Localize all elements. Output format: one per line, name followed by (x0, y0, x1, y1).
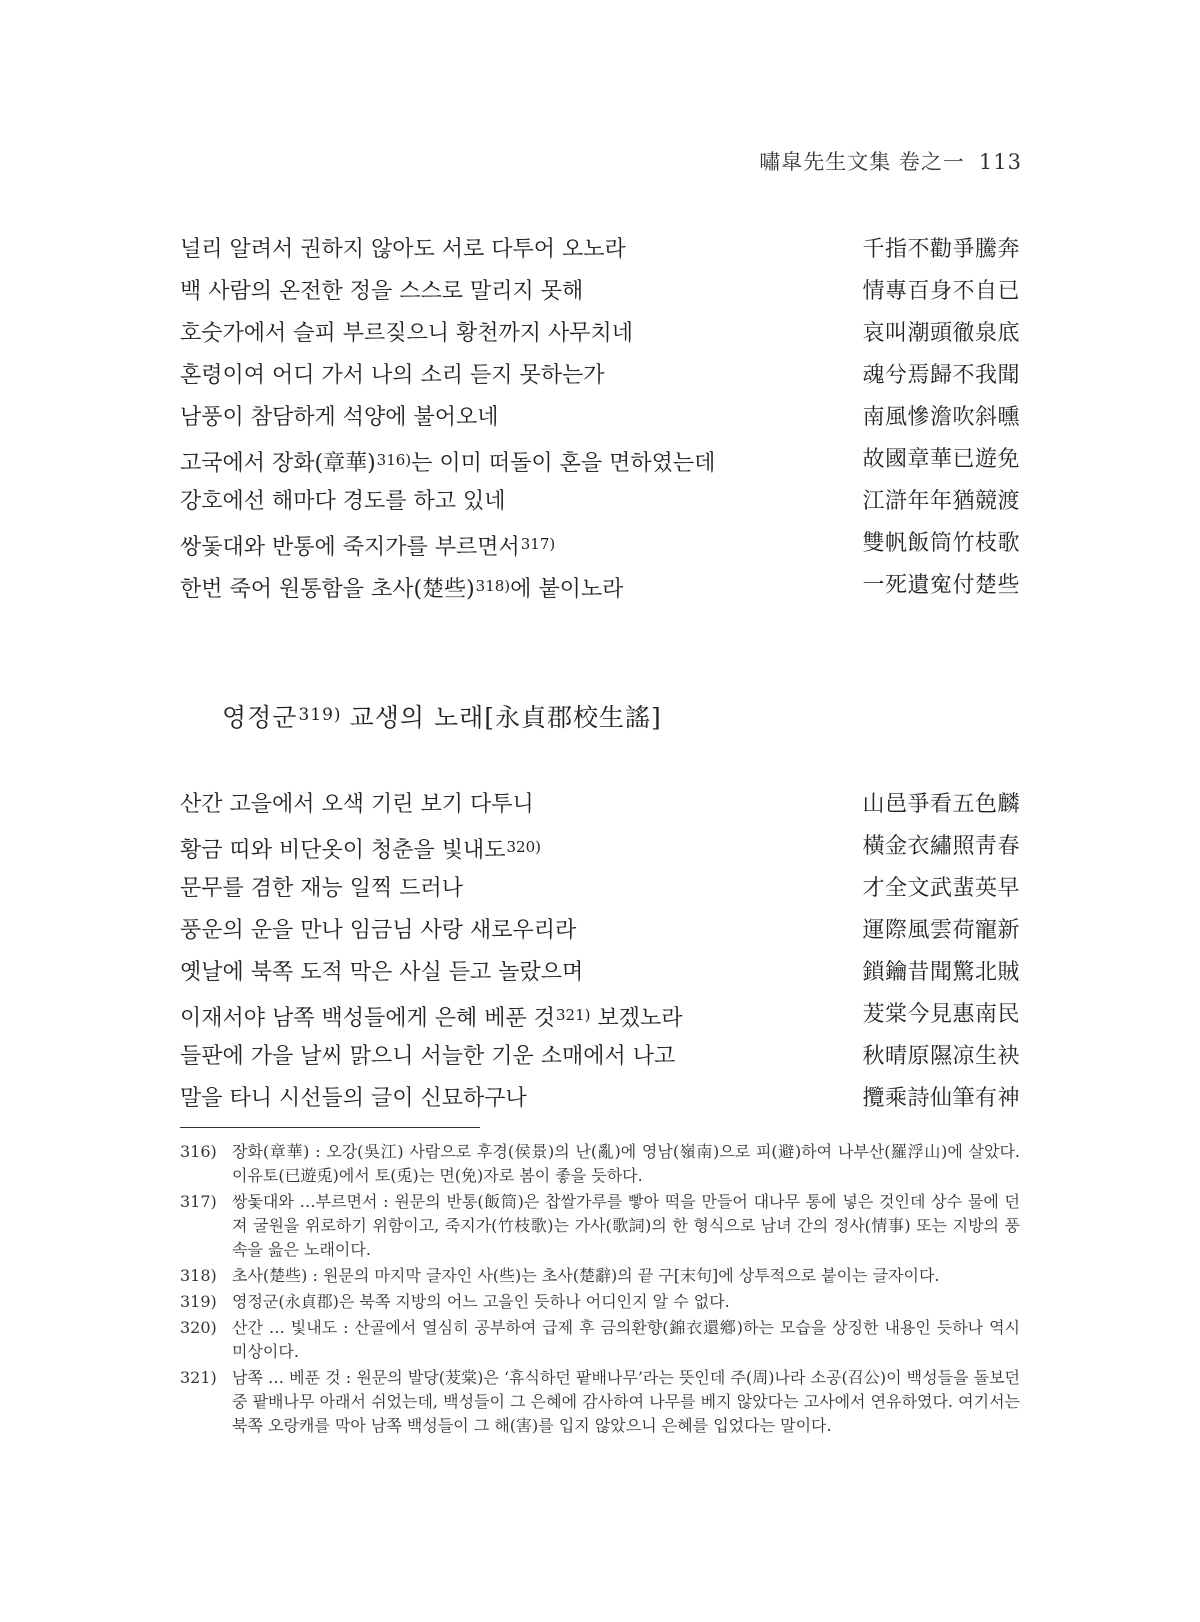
korean-verse (180, 784, 534, 826)
footnote-text: 영정군(永貞郡)은 북쪽 지방의 어느 고을인 듯하나 어디인지 알 수 없다. (232, 1292, 730, 1311)
korean-verse (180, 397, 499, 439)
poem-line (180, 952, 1020, 994)
korean-verse (180, 868, 463, 910)
korean-text: 강호에선 해마다 경도를 하고 있네 (180, 489, 506, 514)
korean-verse (180, 439, 715, 485)
footnote (180, 1316, 1020, 1364)
footnote-ref: 317) (520, 535, 556, 553)
poem-yeongjeonggun (180, 784, 1020, 1120)
footnote-number: 318) (180, 1266, 217, 1285)
chinese-verse: 一死遺寃付楚些 (862, 573, 1020, 598)
chinese-verse: 茇棠今見惠南民 (862, 1002, 1020, 1027)
korean-text: 쌍돛대와 반통에 죽지가를 부르면서 (180, 535, 520, 560)
korean-text-continued: 는 이미 떠돌이 혼을 면하였는데 (411, 451, 716, 476)
korean-text-continued: 에 붙이노라 (510, 577, 624, 602)
korean-verse (180, 523, 555, 569)
korean-text-continued: 보겠노라 (590, 1006, 683, 1031)
chinese-verse: 山邑爭看五色麟 (862, 792, 1020, 817)
korean-text: 풍운의 운을 만나 임금님 사랑 새로우리라 (180, 918, 577, 943)
footnote-ref: 316) (376, 451, 412, 469)
chinese-verse: 魂兮焉歸不我聞 (862, 363, 1020, 388)
poem-line (180, 271, 1020, 313)
chinese-verse: 秋晴原隰凉生袂 (862, 1044, 1020, 1069)
page-number: 113 (978, 150, 1022, 174)
korean-text: 한번 죽어 원통함을 초사(楚些) (180, 577, 475, 602)
chinese-verse: 哀叫潮頭徹泉底 (862, 321, 1020, 346)
footnote-text: 장화(章華) : 오강(吳江) 사람으로 후경(侯景)의 난(亂)에 영남(嶺南)으로 피(避)하여 나부산(羅浮山)에 살았다. 이유토(已遊兎)에서 토(兎)는 면(免)자로 봄이 좋을 듯하다. (232, 1142, 1020, 1185)
footnote (180, 1140, 1020, 1188)
book-title: 嘯皐先生文集 卷之一 (759, 150, 965, 174)
footnote (180, 1366, 1020, 1438)
footnote (180, 1190, 1020, 1262)
footnote-ref: 319) (298, 705, 342, 725)
korean-text: 옛날에 북쪽 도적 막은 사실 듣고 놀랐으며 (180, 960, 584, 985)
poem-line (180, 1036, 1020, 1078)
korean-verse (180, 313, 633, 355)
title-text-before: 영정군 (222, 703, 298, 732)
chinese-verse: 南風慘澹吹斜曛 (862, 405, 1020, 430)
korean-text: 고국에서 장화(章華) (180, 451, 376, 476)
poem-line (180, 523, 1020, 565)
chinese-verse: 情專百身不自已 (862, 279, 1020, 304)
poem-line (180, 565, 1020, 607)
poem-line (180, 481, 1020, 523)
footnote-number: 317) (180, 1192, 217, 1211)
poem-line (180, 313, 1020, 355)
footnote-ref: 321) (556, 1006, 591, 1024)
korean-verse (180, 565, 623, 611)
korean-verse (180, 910, 576, 952)
chinese-verse: 才全文武蜚英早 (862, 876, 1020, 901)
chinese-verse: 江滸年年猶競渡 (862, 489, 1020, 514)
chinese-verse: 故國章華已遊免 (862, 447, 1020, 472)
korean-text: 호숫가에서 슬피 부르짖으니 황천까지 사무치네 (180, 321, 634, 346)
title-text-after: 교생의 노래[永貞郡校生謠] (349, 703, 662, 732)
korean-verse (180, 1036, 675, 1078)
korean-text: 산간 고을에서 오색 기린 보기 다투니 (180, 792, 534, 817)
chinese-verse: 運際風雲荷寵新 (862, 918, 1020, 943)
footnote-number: 320) (180, 1318, 217, 1337)
running-header (759, 146, 1022, 176)
footnotes (180, 1140, 1020, 1440)
poem-line (180, 439, 1020, 481)
footnote-divider (180, 1127, 480, 1128)
korean-verse (180, 826, 541, 872)
poem-line (180, 355, 1020, 397)
korean-verse (180, 481, 506, 523)
poem-line (180, 826, 1020, 868)
poem-line (180, 910, 1020, 952)
poem-line (180, 994, 1020, 1036)
korean-text: 백 사람의 온전한 정을 스스로 말리지 못해 (180, 279, 584, 304)
korean-text: 널리 알려서 권하지 않아도 서로 다투어 오노라 (180, 237, 626, 262)
korean-text: 들판에 가을 날씨 맑으니 서늘한 기운 소매에서 나고 (180, 1044, 676, 1069)
chinese-verse: 千指不勸爭騰奔 (862, 237, 1020, 262)
poem-line (180, 397, 1020, 439)
poem-line (180, 784, 1020, 826)
footnote-number: 316) (180, 1142, 217, 1161)
korean-text: 황금 띠와 비단옷이 청춘을 빛내도 (180, 838, 506, 863)
footnote (180, 1290, 1020, 1314)
chinese-verse: 橫金衣繡照靑春 (862, 834, 1020, 859)
chinese-verse: 攬乘詩仙筆有神 (862, 1086, 1020, 1111)
korean-verse (180, 1078, 527, 1120)
footnote-ref: 318) (475, 577, 511, 595)
footnote-number: 319) (180, 1292, 217, 1311)
poem-line (180, 1078, 1020, 1120)
korean-verse (180, 355, 605, 397)
korean-verse (180, 952, 583, 994)
footnote-number: 321) (180, 1368, 217, 1387)
footnote-ref: 320) (506, 838, 541, 856)
footnote-text: 남쪽 … 베푼 것 : 원문의 발당(茇棠)은 ‘휴식하던 팥배나무’라는 뜻인데 주(周)나라 소공(召公)이 백성들을 돌보던 중 팥배나무 아래서 쉬었는데, 백성들이 그 은혜에 감사하여 나무를 베지 않았다는 고사에서 연유하였다. 여기서는 북쪽 오랑캐를 막아 남쪽 백성들이 그 해(害)를 입지 않았으니 은혜를 입었다는 말이다. (232, 1368, 1020, 1435)
korean-verse (180, 271, 583, 313)
korean-verse (180, 994, 683, 1040)
footnote (180, 1264, 1020, 1288)
poem-title (222, 698, 662, 734)
footnote-text: 초사(楚些) : 원문의 마지막 글자인 사(些)는 초사(楚辭)의 끝 구[末句]에 상투적으로 붙이는 글자이다. (232, 1266, 940, 1285)
poem-line (180, 229, 1020, 271)
korean-text: 이재서야 남쪽 백성들에게 은혜 베푼 것 (180, 1006, 555, 1031)
korean-text: 남풍이 참담하게 석양에 불어오네 (180, 405, 499, 430)
korean-text: 말을 타니 시선들의 글이 신묘하구나 (180, 1086, 527, 1111)
poem-continued (180, 229, 1020, 607)
footnote-text: 쌍돛대와 …부르면서 : 원문의 반통(飯筒)은 찹쌀가루를 빻아 떡을 만들어 대나무 통에 넣은 것인데 상수 물에 던져 굴원을 위로하기 위함이고, 죽지가(竹枝歌)는 가사(歌詞)의 한 형식으로 남녀 간의 정사(情事) 또는 지방의 풍속을 읊은 노래이다. (232, 1192, 1020, 1259)
korean-text: 혼령이여 어디 가서 나의 소리 듣지 못하는가 (180, 363, 605, 388)
chinese-verse: 鎖鑰昔聞驚北賊 (862, 960, 1020, 985)
footnote-text: 산간 … 빛내도 : 산골에서 열심히 공부하여 급제 후 금의환향(錦衣還鄕)하는 모습을 상징한 내용인 듯하나 역시 미상이다. (232, 1318, 1020, 1361)
korean-verse (180, 229, 626, 271)
korean-text: 문무를 겸한 재능 일찍 드러나 (180, 876, 463, 901)
chinese-verse: 雙帆飯筒竹枝歌 (862, 531, 1020, 556)
poem-line (180, 868, 1020, 910)
